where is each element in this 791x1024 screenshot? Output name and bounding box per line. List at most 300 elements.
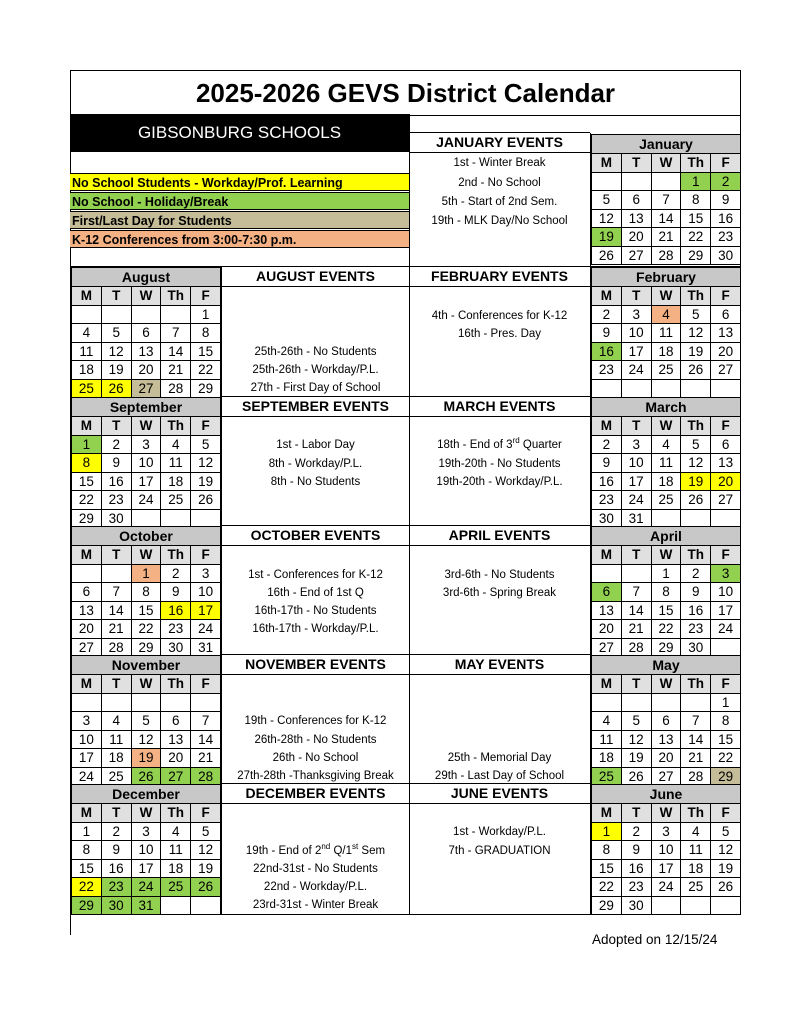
event-item: 1st - Conferences for K-12: [248, 569, 383, 581]
day-cell: 26: [592, 246, 622, 265]
month-grid: [591, 674, 741, 786]
adopted-date: Adopted on 12/15/24: [592, 932, 718, 947]
day-cell: 1: [592, 822, 622, 841]
month-name: February: [591, 267, 741, 286]
day-cell: 6: [592, 583, 622, 602]
day-cell: 30: [711, 246, 741, 265]
day-cell: 19: [621, 749, 651, 768]
day-cell: 12: [131, 730, 161, 749]
week-row: [72, 878, 221, 897]
weekday-header: T: [101, 287, 131, 306]
day-cell: [161, 305, 191, 324]
day-cell: 13: [131, 342, 161, 361]
day-cell: 26: [711, 878, 741, 897]
events-february: [409, 267, 590, 340]
weekday-header: M: [592, 154, 622, 173]
weekday-header: W: [651, 675, 681, 694]
event-item: 22nd - Workday/P.L.: [263, 881, 368, 893]
day-cell: 19: [681, 472, 711, 491]
day-cell: 9: [161, 583, 191, 602]
day-cell: 23: [161, 620, 191, 639]
weekday-header: F: [711, 417, 741, 436]
day-cell: 6: [72, 583, 102, 602]
day-cell: 1: [131, 564, 161, 583]
event-item: 16th - Pres. Day: [457, 328, 542, 340]
weekday-header: Th: [681, 804, 711, 823]
day-cell: [651, 172, 681, 191]
weekday-header: T: [621, 675, 651, 694]
weekday-header: M: [592, 804, 622, 823]
day-cell: 2: [592, 305, 622, 324]
day-cell: 10: [651, 841, 681, 860]
day-cell: [161, 896, 191, 915]
day-cell: 8: [131, 583, 161, 602]
weekday-header: W: [131, 675, 161, 694]
day-cell: 25: [161, 878, 191, 897]
month-grid: [591, 545, 741, 657]
event-text: Quarter: [519, 439, 562, 451]
day-cell: 20: [621, 228, 651, 247]
day-cell: 3: [711, 564, 741, 583]
month-name: January: [591, 134, 741, 153]
event-text: 18th - End of 3: [437, 439, 513, 451]
day-cell: 14: [681, 730, 711, 749]
day-cell: [592, 564, 622, 583]
weekday-header: Th: [681, 546, 711, 565]
event-item: 16th-17th - No Students: [254, 605, 377, 617]
event-text: 19th - End of 2: [245, 845, 322, 857]
month-june: [591, 784, 741, 915]
day-cell: 17: [621, 342, 651, 361]
day-cell: 9: [592, 324, 622, 343]
month-name: November: [71, 655, 221, 674]
weekday-header: W: [651, 287, 681, 306]
weekday-header: F: [711, 546, 741, 565]
day-cell: 12: [711, 841, 741, 860]
day-cell: 9: [101, 841, 131, 860]
day-cell: 22: [191, 361, 221, 380]
month-december: [71, 784, 221, 915]
month-grid: [71, 286, 221, 398]
day-cell: 27: [131, 379, 161, 398]
day-cell: 2: [711, 172, 741, 191]
events-title: AUGUST EVENTS: [222, 267, 409, 287]
weekday-header: M: [592, 417, 622, 436]
month-february: [591, 267, 741, 398]
day-cell: 2: [592, 435, 622, 454]
week-row: [592, 324, 741, 343]
month-august: [71, 267, 221, 398]
day-cell: 1: [681, 172, 711, 191]
day-cell: [72, 305, 102, 324]
day-cell: 11: [161, 454, 191, 473]
day-cell: 29: [592, 896, 622, 915]
day-cell: 11: [651, 454, 681, 473]
weekday-header: M: [72, 417, 102, 436]
day-cell: 5: [191, 822, 221, 841]
day-cell: 9: [101, 454, 131, 473]
day-cell: 29: [711, 767, 741, 786]
week-row: [592, 601, 741, 620]
day-cell: 6: [711, 435, 741, 454]
day-cell: 11: [651, 324, 681, 343]
day-cell: 21: [621, 620, 651, 639]
day-cell: 25: [101, 767, 131, 786]
event-item: 25th-26th - No Students: [254, 346, 377, 358]
day-cell: [191, 896, 221, 915]
week-row: [72, 859, 221, 878]
day-cell: 16: [161, 601, 191, 620]
week-row: [592, 361, 741, 380]
events-august: [222, 267, 409, 394]
day-cell: 27: [711, 491, 741, 510]
school-name-banner: GIBSONBURG SCHOOLS: [70, 114, 409, 152]
day-cell: 14: [101, 601, 131, 620]
day-cell: 6: [621, 191, 651, 210]
week-row: [72, 454, 221, 473]
day-cell: 17: [651, 859, 681, 878]
week-row: [72, 841, 221, 860]
day-cell: 30: [681, 638, 711, 657]
day-cell: 24: [131, 491, 161, 510]
day-cell: 18: [101, 749, 131, 768]
events-december: [222, 784, 409, 911]
day-cell: 7: [161, 324, 191, 343]
week-row: [592, 491, 741, 510]
event-item: 1st - Workday/P.L.: [453, 826, 546, 838]
week-row: [592, 454, 741, 473]
event-item: 29th - Last Day of School: [434, 770, 565, 782]
day-cell: 11: [161, 841, 191, 860]
month-name: October: [71, 526, 221, 545]
day-cell: 16: [621, 859, 651, 878]
day-cell: 13: [711, 454, 741, 473]
day-cell: 10: [72, 730, 102, 749]
events-title: SEPTEMBER EVENTS: [222, 397, 409, 417]
day-cell: 7: [651, 191, 681, 210]
day-cell: 10: [711, 583, 741, 602]
week-row: [592, 246, 741, 265]
weekday-header: M: [592, 287, 622, 306]
week-row: [592, 712, 741, 731]
day-cell: 20: [592, 620, 622, 639]
day-cell: 17: [191, 601, 221, 620]
day-cell: 26: [101, 379, 131, 398]
day-cell: 16: [711, 209, 741, 228]
week-row: [592, 693, 741, 712]
event-item: 3rd-6th - No Students: [444, 569, 555, 581]
month-grid: [71, 416, 221, 528]
day-cell: 17: [72, 749, 102, 768]
day-cell: 23: [711, 228, 741, 247]
weekday-header: M: [72, 287, 102, 306]
weekday-header: W: [651, 804, 681, 823]
weekday-header: W: [651, 417, 681, 436]
day-cell: 9: [621, 841, 651, 860]
day-cell: 14: [651, 209, 681, 228]
weekday-header: M: [72, 675, 102, 694]
day-cell: 28: [651, 246, 681, 265]
week-row: [592, 841, 741, 860]
event-item: 8th - No Students: [270, 476, 361, 488]
day-cell: 28: [681, 767, 711, 786]
day-cell: 10: [131, 841, 161, 860]
week-row: [72, 379, 221, 398]
day-cell: [711, 379, 741, 398]
day-cell: 8: [72, 841, 102, 860]
day-cell: 26: [191, 491, 221, 510]
day-cell: 19: [681, 342, 711, 361]
week-row: [592, 305, 741, 324]
weekday-header: F: [711, 154, 741, 173]
day-cell: 3: [191, 564, 221, 583]
day-cell: 10: [191, 583, 221, 602]
day-cell: 20: [711, 342, 741, 361]
day-cell: 12: [681, 454, 711, 473]
weekday-header: W: [651, 154, 681, 173]
week-row: [72, 342, 221, 361]
events-title: FEBRUARY EVENTS: [409, 267, 590, 287]
day-cell: 4: [592, 712, 622, 731]
day-cell: 16: [101, 859, 131, 878]
day-cell: 27: [161, 767, 191, 786]
day-cell: 5: [711, 822, 741, 841]
day-cell: [131, 509, 161, 528]
day-cell: 15: [711, 730, 741, 749]
weekday-header: M: [72, 546, 102, 565]
day-cell: [72, 564, 102, 583]
week-row: [592, 379, 741, 398]
day-cell: [592, 693, 622, 712]
month-grid: [71, 545, 221, 657]
day-cell: 17: [131, 859, 161, 878]
superscript: rd: [512, 436, 520, 446]
day-cell: 18: [161, 472, 191, 491]
day-cell: 12: [191, 841, 221, 860]
day-cell: 15: [592, 859, 622, 878]
day-cell: 25: [651, 361, 681, 380]
weekday-header: Th: [161, 546, 191, 565]
week-row: [592, 209, 741, 228]
day-cell: 2: [161, 564, 191, 583]
day-cell: 8: [72, 454, 102, 473]
day-cell: 18: [651, 342, 681, 361]
superscript: nd: [321, 842, 331, 852]
day-cell: 31: [131, 896, 161, 915]
day-cell: 19: [711, 859, 741, 878]
day-cell: 26: [621, 767, 651, 786]
day-cell: 8: [592, 841, 622, 860]
weekday-header: Th: [681, 417, 711, 436]
event-item: 1st - Labor Day: [276, 439, 355, 451]
day-cell: 6: [131, 324, 161, 343]
legend-first-last-day: First/Last Day for Students: [70, 211, 409, 229]
day-cell: 29: [651, 638, 681, 657]
day-cell: 28: [191, 767, 221, 786]
month-grid: [71, 803, 221, 915]
day-cell: 6: [651, 712, 681, 731]
day-cell: 5: [592, 191, 622, 210]
day-cell: 26: [681, 491, 711, 510]
day-cell: 10: [621, 324, 651, 343]
month-grid: [591, 803, 741, 915]
day-cell: [161, 509, 191, 528]
event-item: 22nd-31st - No Students: [253, 863, 378, 875]
day-cell: 11: [101, 730, 131, 749]
superscript: st: [352, 842, 359, 852]
day-cell: 11: [681, 841, 711, 860]
day-cell: 11: [72, 342, 102, 361]
events-title: APRIL EVENTS: [409, 526, 590, 546]
week-row: [592, 564, 741, 583]
weekday-header: T: [621, 417, 651, 436]
day-cell: 19: [191, 859, 221, 878]
day-cell: 24: [131, 878, 161, 897]
events-september: [222, 397, 409, 488]
week-row: [72, 693, 221, 712]
week-row: [72, 601, 221, 620]
day-cell: 31: [191, 638, 221, 657]
day-cell: 13: [592, 601, 622, 620]
event-item: 19th-20th - No Students: [438, 458, 561, 470]
day-cell: 21: [681, 749, 711, 768]
events-april: [409, 526, 590, 599]
day-cell: 16: [101, 472, 131, 491]
day-cell: 8: [191, 324, 221, 343]
day-cell: 27: [711, 361, 741, 380]
day-cell: [592, 379, 622, 398]
week-row: [592, 172, 741, 191]
day-cell: 28: [161, 379, 191, 398]
weekday-header: F: [711, 804, 741, 823]
weekday-header: T: [621, 546, 651, 565]
day-cell: 12: [101, 342, 131, 361]
day-cell: 19: [101, 361, 131, 380]
day-cell: 30: [621, 896, 651, 915]
day-cell: 22: [681, 228, 711, 247]
month-grid: [591, 153, 741, 265]
day-cell: 21: [191, 749, 221, 768]
day-cell: 7: [191, 712, 221, 731]
events-november: [222, 655, 409, 782]
event-item: 5th - Start of 2nd Sem.: [441, 196, 558, 208]
day-cell: 26: [681, 361, 711, 380]
day-cell: 13: [651, 730, 681, 749]
day-cell: 18: [72, 361, 102, 380]
day-cell: 2: [101, 435, 131, 454]
events-june: [409, 784, 590, 857]
month-name: May: [591, 655, 741, 674]
legend-conferences: K-12 Conferences from 3:00-7:30 p.m.: [70, 230, 409, 248]
week-row: [72, 361, 221, 380]
day-cell: 27: [621, 246, 651, 265]
day-cell: 23: [101, 878, 131, 897]
day-cell: [621, 172, 651, 191]
day-cell: 5: [191, 435, 221, 454]
weekday-header: F: [191, 417, 221, 436]
event-item-end-of-2nd-q: [222, 844, 409, 858]
day-cell: 14: [191, 730, 221, 749]
events-title: NOVEMBER EVENTS: [222, 655, 409, 675]
event-item: 4th - Conferences for K-12: [431, 310, 568, 322]
day-cell: [101, 305, 131, 324]
day-cell: 22: [131, 620, 161, 639]
day-cell: 13: [621, 209, 651, 228]
weekday-header: T: [101, 804, 131, 823]
day-cell: 1: [711, 693, 741, 712]
day-cell: 4: [651, 435, 681, 454]
day-cell: 25: [161, 491, 191, 510]
day-cell: 28: [101, 638, 131, 657]
event-item: 2nd - No School: [458, 177, 541, 189]
day-cell: 4: [101, 712, 131, 731]
day-cell: 19: [131, 749, 161, 768]
week-row: [592, 859, 741, 878]
day-cell: 7: [101, 583, 131, 602]
weekday-header: F: [711, 287, 741, 306]
day-cell: 6: [711, 305, 741, 324]
month-january: [591, 134, 741, 265]
day-cell: 30: [101, 896, 131, 915]
day-cell: 1: [191, 305, 221, 324]
day-cell: 5: [131, 712, 161, 731]
week-row: [72, 896, 221, 915]
day-cell: 13: [711, 324, 741, 343]
day-cell: 17: [131, 472, 161, 491]
day-cell: 23: [592, 491, 622, 510]
day-cell: [131, 693, 161, 712]
event-item: 19th - MLK Day/No School: [431, 215, 568, 227]
day-cell: 18: [681, 859, 711, 878]
week-row: [592, 509, 741, 528]
day-cell: [191, 509, 221, 528]
event-item: 26th-28th - No Students: [254, 734, 377, 746]
event-item: 16th - End of 1st Q: [267, 587, 364, 599]
legend-no-school-students-workday: No School Students - Workday/Prof. Learning: [70, 173, 409, 191]
day-cell: [621, 379, 651, 398]
weekday-header: W: [131, 546, 161, 565]
weekday-header: T: [101, 675, 131, 694]
day-cell: 9: [681, 583, 711, 602]
week-row: [72, 638, 221, 657]
day-cell: 13: [161, 730, 191, 749]
day-cell: 9: [711, 191, 741, 210]
day-cell: 8: [711, 712, 741, 731]
day-cell: [592, 172, 622, 191]
day-cell: 30: [101, 509, 131, 528]
week-row: [592, 620, 741, 639]
event-item: 3rd-6th - Spring Break: [442, 587, 557, 599]
month-may: [591, 655, 741, 786]
day-cell: 15: [681, 209, 711, 228]
day-cell: 5: [101, 324, 131, 343]
weekday-header: T: [101, 417, 131, 436]
week-row: [72, 509, 221, 528]
week-row: [72, 767, 221, 786]
week-row: [72, 730, 221, 749]
day-cell: 26: [131, 767, 161, 786]
day-cell: 24: [621, 491, 651, 510]
weekday-header: Th: [161, 287, 191, 306]
day-cell: 7: [621, 583, 651, 602]
day-cell: 28: [621, 638, 651, 657]
day-cell: 12: [621, 730, 651, 749]
day-cell: 17: [711, 601, 741, 620]
day-cell: 23: [101, 491, 131, 510]
day-cell: 4: [161, 435, 191, 454]
month-april: [591, 526, 741, 657]
weekday-header: F: [191, 287, 221, 306]
